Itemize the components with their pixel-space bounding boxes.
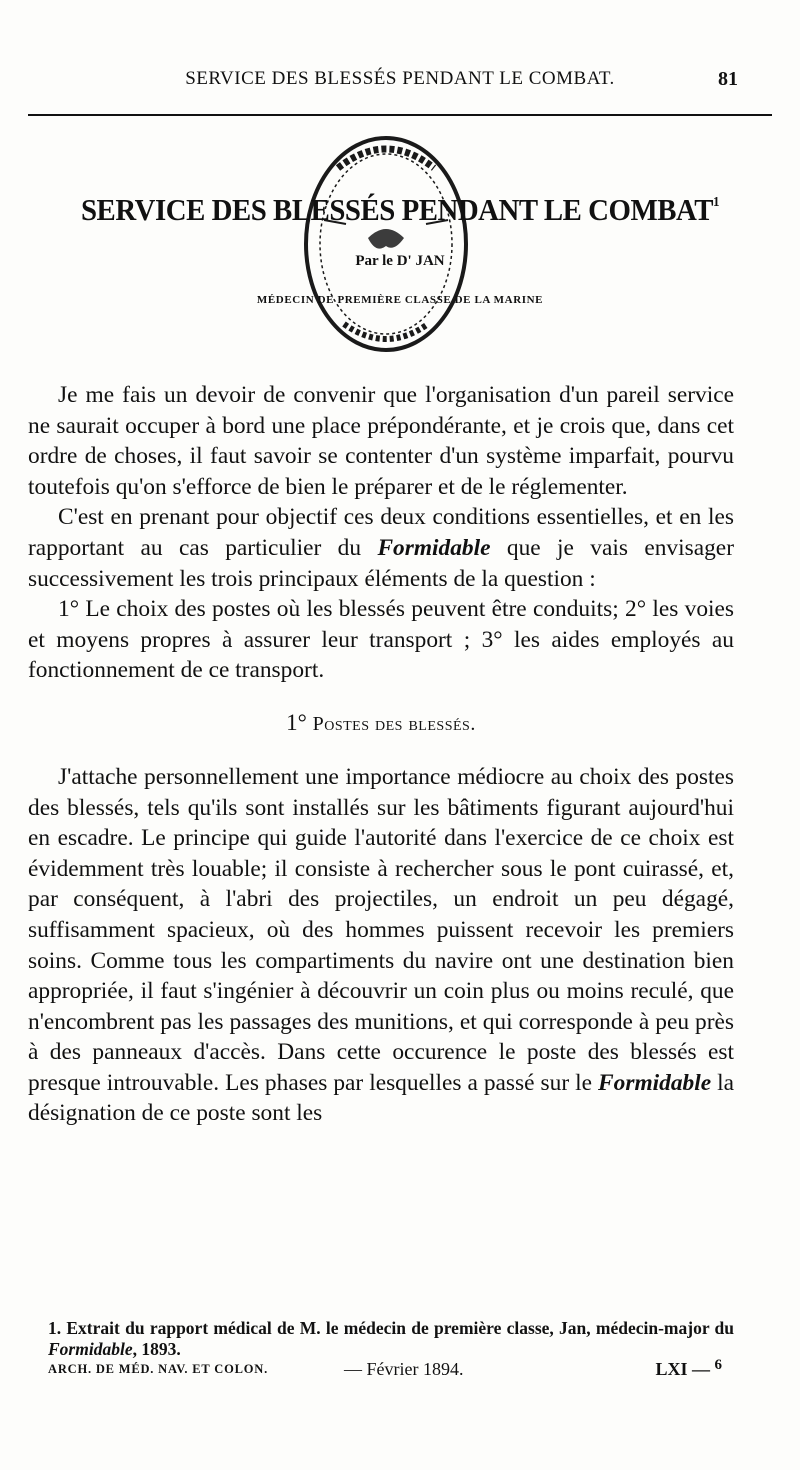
signature-number: 6	[714, 1357, 722, 1373]
ship-name: Formidable	[598, 1069, 712, 1096]
section-title: Postes des blessés.	[312, 712, 476, 735]
issue-date: — Février 1894.	[344, 1359, 464, 1379]
title-footnote-ref: 1	[712, 195, 720, 210]
article-title	[54, 192, 746, 228]
footnote	[48, 1318, 734, 1360]
paragraph-1: Je me fais un devoir de convenir que l'organisation d'un pareil service ne saurait occuper à bord une place prépondérante, et je crois que, dans cet ordre de choses, il faut savoir se contenter d'un système imparfait, pourvu toutefois qu'on s'efforce de bien le préparer et de le réglementer.	[28, 382, 734, 500]
paragraph-4-end: la désignation de ce poste sont les	[28, 1069, 735, 1127]
ship-name: Formidable	[377, 534, 491, 561]
imprint-line	[48, 1357, 734, 1384]
library-stamp	[298, 128, 474, 360]
article-title-text: SERVICE DES BLESSÉS PENDANT LE COMBAT	[80, 192, 713, 227]
section-heading	[28, 710, 734, 736]
author-role: MÉDECIN DE PREMIÈRE CLASSE DE LA MARINE	[256, 294, 544, 306]
stamp-bottom-lettering	[344, 324, 428, 339]
page-number: 81	[718, 68, 738, 90]
paragraph-4	[28, 762, 734, 1129]
journal-name: ARCH. DE MÉD. NAV. ET COLON.	[48, 1362, 269, 1376]
volume-signature	[655, 1359, 722, 1380]
footnote-start: 1. Extrait du rapport médical de M. le médecin de première classe, Jan, médecin-major du	[48, 1318, 734, 1338]
stamp-center-mark	[368, 229, 404, 249]
volume-number: LXI —	[655, 1359, 710, 1379]
body-text	[28, 380, 734, 1129]
stamp-top-lettering	[338, 149, 434, 168]
footnote-ship-name: Formidable	[48, 1339, 133, 1359]
paragraph-2-end: que je vais envisager successivement les trois principaux éléments de la question :	[28, 534, 734, 592]
paragraph-3: 1° Le choix des postes où les blessés peuvent être conduits; 2° les voies et moyens propres à assurer leur transport ; 3° les aides employés au fonctionnement de ce transport.	[28, 596, 734, 684]
paragraph-2-start: C'est en prenant pour objectif ces deux conditions essentielles, et en les rapportant au cas particulier du	[28, 504, 734, 561]
footnote-end: , 1893.	[132, 1339, 181, 1359]
section-number: 1°	[286, 709, 307, 735]
byline: Par le D' JAN	[355, 253, 445, 269]
running-head	[62, 68, 738, 98]
running-title: SERVICE DES BLESSÉS PENDANT LE COMBAT.	[185, 68, 615, 89]
paragraph-2	[28, 502, 734, 594]
header-rule	[28, 114, 772, 116]
paragraph-4-start: J'attache personnellement une importance médiocre au choix des postes des blessés, tels qu'ils sont installés sur les bâtiments figurant aujourd'hui en escadre. Le principe qui guide l'autorité dans l'exercice de ce choix est évidemment très louable; il consiste à rechercher sous le pont cuirassé, et, par conséquent, à l'abri des projectiles, un endroit un peu dégagé, suffisamment spacieux, où des hommes puissent recevoir les premiers soins. Comme tous les compartiments du navire ont une destination bien appropriée, il faut s'ingénier à découvrir un coin plus ou moins reculé, que n'encombrent pas les passages des munitions, et qui corresponde à peu près à des panneaux d'accès. Dans cette occurence le poste des blessés est presque introuvable. Les phases par lesquelles a passé sur le	[28, 763, 734, 1096]
